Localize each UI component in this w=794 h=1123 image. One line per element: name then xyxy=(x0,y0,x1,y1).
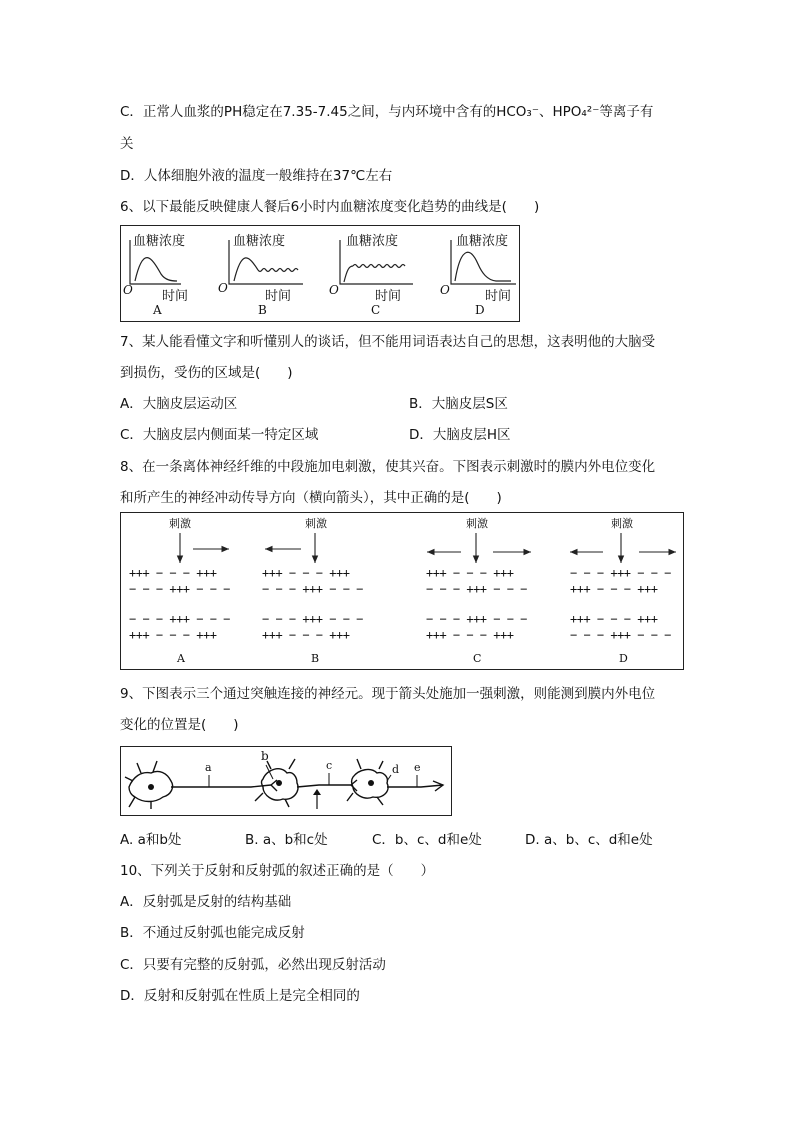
q9-point-c: c xyxy=(326,759,333,772)
q6-xlabel-a: 时间 xyxy=(162,289,189,304)
q6-ylabel-d: 血糖浓度 xyxy=(456,234,509,249)
q7-option-d: D．大脑皮层H区 xyxy=(409,427,511,443)
q8-c-row4: +++ − − − +++ xyxy=(426,628,514,642)
q8-label-d: D xyxy=(619,652,628,665)
q6-origin-c: O xyxy=(329,283,339,297)
q6-origin-d: O xyxy=(440,283,450,297)
q8-stim-b: 刺激 xyxy=(305,517,327,530)
q6-label-c: C xyxy=(371,303,381,317)
q8-d-row3: +++ − − − +++ xyxy=(570,612,658,626)
q10-option-a: A．反射弧是反射的结构基础 xyxy=(120,894,292,910)
q8-a-row3: − − − +++ − − − xyxy=(129,612,230,626)
q10-stem: 10、下列关于反射和反射弧的叙述正确的是（ ） xyxy=(120,863,435,879)
q7-option-b: B．大脑皮层S区 xyxy=(409,396,508,412)
q8-c-row3: − − − +++ − − − xyxy=(426,612,527,626)
q6-origin-b: O xyxy=(218,281,228,295)
q8-b-row1: +++ − − − +++ xyxy=(262,566,350,580)
q8-b-row2: − − − +++ − − − xyxy=(262,582,363,596)
q9-option-b: B. a、b和c处 xyxy=(245,832,328,848)
q6-figure xyxy=(120,225,520,322)
q7-option-c: C．大脑皮层内侧面某一特定区域 xyxy=(120,427,319,443)
q8-panel-a-charges xyxy=(129,565,230,643)
q8-a-row1: +++ − − − +++ xyxy=(129,566,217,580)
q8-c-row2: − − − +++ − − − xyxy=(426,582,527,596)
q9-option-c: C．b、c、d和e处 xyxy=(372,832,482,848)
q6-label-a: A xyxy=(153,303,162,317)
q8-stem-line1: 8、在一条离体神经纤维的中段施加电刺激，使其兴奋。下图表示刺激时的膜内外电位变化 xyxy=(120,459,656,475)
q10-option-d: D．反射和反射弧在性质上是完全相同的 xyxy=(120,988,360,1004)
q9-neuron-diagram xyxy=(121,747,451,815)
q8-label-c: C xyxy=(473,652,482,665)
q9-point-b: b xyxy=(261,749,269,763)
q8-d-row1: − − − +++ − − − xyxy=(570,566,671,580)
q9-stem-line1: 9、下图表示三个通过突触连接的神经元。现于箭头处施加一强刺激，则能测到膜内外电位 xyxy=(120,686,656,702)
q8-b-row3: − − − +++ − − − xyxy=(262,612,363,626)
q8-d-row4: − − − +++ − − − xyxy=(570,628,671,642)
q6-xlabel-d: 时间 xyxy=(485,289,512,304)
q6-origin-a: O xyxy=(123,283,133,297)
q9-point-d: d xyxy=(392,763,400,776)
q8-panel-d-charges xyxy=(570,565,671,643)
q9-option-a: A. a和b处 xyxy=(120,832,182,848)
q8-label-a: A xyxy=(177,652,185,665)
q8-figure xyxy=(120,512,684,670)
q8-stim-d: 刺激 xyxy=(611,517,633,530)
q9-point-e: e xyxy=(414,761,421,774)
q6-ylabel-a: 血糖浓度 xyxy=(133,234,186,249)
q6-xlabel-b: 时间 xyxy=(265,289,292,304)
q8-label-b: B xyxy=(311,652,320,665)
q8-panel-c-charges xyxy=(426,565,527,643)
q6-label-b: B xyxy=(258,303,267,317)
q9-option-d: D. a、b、c、d和e处 xyxy=(525,832,653,848)
q8-b-row4: +++ − − − +++ xyxy=(262,628,350,642)
q5-option-c-line2: 关 xyxy=(120,136,134,152)
q6-ylabel-c: 血糖浓度 xyxy=(346,234,399,249)
q6-ylabel-b: 血糖浓度 xyxy=(233,234,286,249)
q5-option-c-line1: C．正常人血浆的PH稳定在7.35-7.45之间，与内环境中含有的HCO₃⁻、HPO₄²⁻等离子有 xyxy=(120,104,654,120)
q8-stim-c: 刺激 xyxy=(466,517,488,530)
q9-point-a: a xyxy=(205,761,212,774)
q8-a-row4: +++ − − − +++ xyxy=(129,628,217,642)
q8-stim-a: 刺激 xyxy=(169,517,191,530)
q7-stem-line1: 7、某人能看懂文字和听懂别人的谈话，但不能用词语表达自己的思想，这表明他的大脑受 xyxy=(120,334,656,350)
q8-c-row1: +++ − − − +++ xyxy=(426,566,514,580)
q8-a-row2: − − − +++ − − − xyxy=(129,582,230,596)
q6-stem: 6、以下最能反映健康人餐后6小时内血糖浓度变化趋势的曲线是( ) xyxy=(120,199,540,215)
q9-figure xyxy=(120,746,452,816)
q8-d-row2: +++ − − − +++ xyxy=(570,582,658,596)
q8-panel-b-charges xyxy=(262,565,363,643)
q6-label-d: D xyxy=(475,303,485,317)
q7-stem-line2: 到损伤，受伤的区域是( ) xyxy=(120,365,293,381)
q5-option-d: D．人体细胞外液的温度一般维持在37℃左右 xyxy=(120,168,393,184)
q10-option-c: C．只要有完整的反射弧，必然出现反射活动 xyxy=(120,957,386,973)
q9-stem-line2: 变化的位置是( ) xyxy=(120,717,239,733)
q10-option-b: B．不通过反射弧也能完成反射 xyxy=(120,925,305,941)
q7-option-a: A．大脑皮层运动区 xyxy=(120,396,238,412)
q6-xlabel-c: 时间 xyxy=(375,289,402,304)
q8-stem-line2: 和所产生的神经冲动传导方向（横向箭头），其中正确的是( ) xyxy=(120,490,502,506)
